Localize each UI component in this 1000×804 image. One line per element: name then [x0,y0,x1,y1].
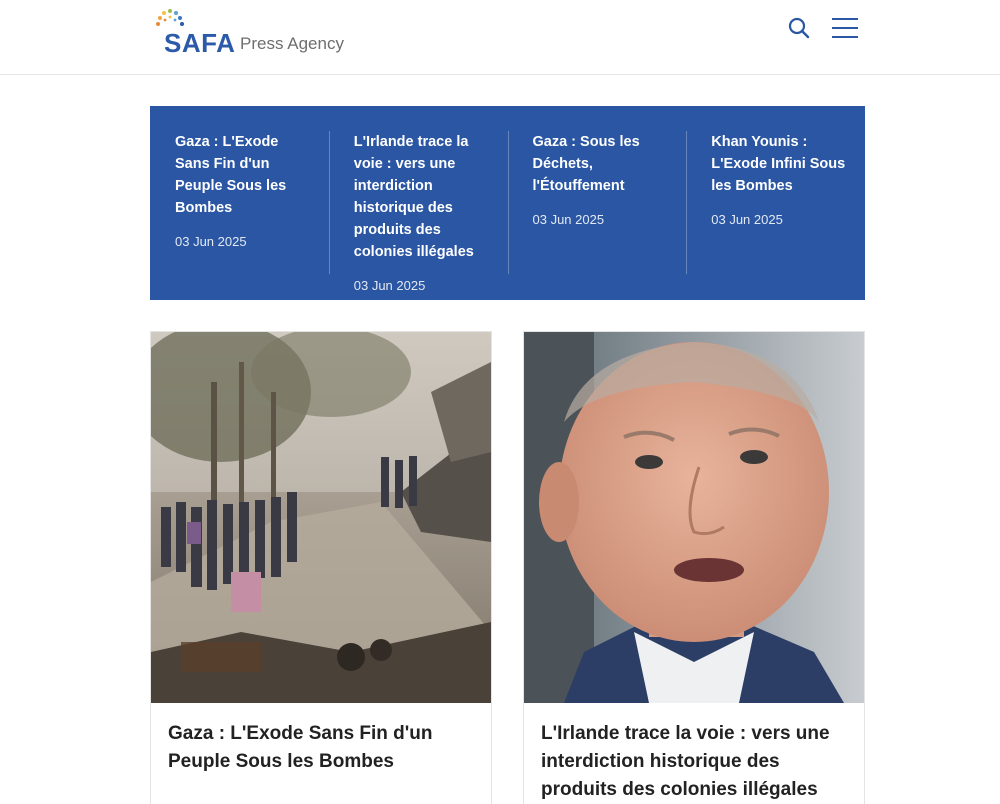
article-image-gaza-exodus[interactable] [151,332,491,703]
ticker-title[interactable]: L'Irlande trace la voie : vers une interdiction historique des produits des colonies illégales [353,134,474,260]
ticker-item[interactable] [150,131,329,274]
ticker-date: 03 Jun 2025 [175,234,247,249]
article-card[interactable] [150,331,492,804]
article-image-portrait[interactable] [524,332,864,703]
logo-brand: SAFA [164,28,236,58]
logo-subtitle: Press Agency [240,34,344,53]
article-title[interactable]: L'Irlande trace la voie : vers une interdiction historique des produits des colonies illégales [541,723,830,800]
hamburger-menu-icon[interactable] [830,16,860,40]
article-card[interactable] [523,331,865,804]
ticker-item[interactable] [508,131,687,274]
ticker-title[interactable]: Gaza : Sous les Déchets, l'Étouffement [532,134,640,194]
site-logo[interactable] [152,8,352,58]
site-header [0,0,1000,75]
ticker-item[interactable] [329,131,508,293]
ticker-title[interactable]: Gaza : L'Exode Sans Fin d'un Peuple Sous les Bombes [175,134,287,216]
article-title[interactable]: Gaza : L'Exode Sans Fin d'un Peuple Sous les Bombes [168,723,433,772]
news-ticker [150,106,865,300]
ticker-item[interactable] [686,131,865,274]
ticker-date: 03 Jun 2025 [353,278,426,293]
ticker-date: 03 Jun 2025 [532,212,605,227]
ticker-date: 03 Jun 2025 [711,212,783,227]
search-icon[interactable] [786,15,812,41]
ticker-title[interactable]: Khan Younis : L'Exode Infini Sous les Bombes [711,134,846,194]
